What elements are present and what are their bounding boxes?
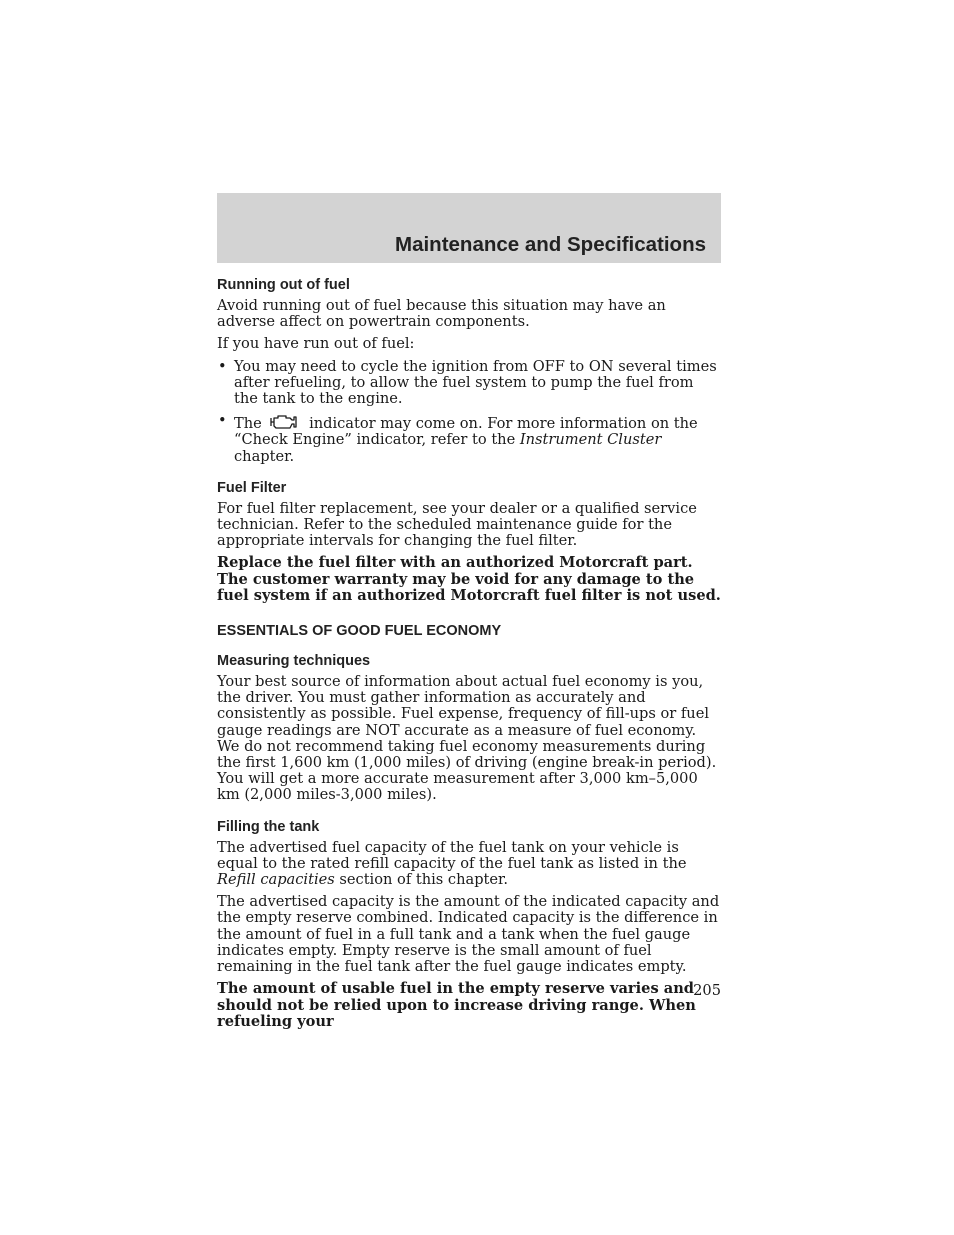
chapter-header-band [217, 193, 721, 263]
page-content [217, 276, 721, 1030]
paragraph-text-end: section of this chapter. [339, 871, 509, 889]
paragraph: Avoid running out of fuel because this situation may have an adverse affect on powertrain components. [217, 297, 666, 331]
list-item-text-middle: indicator may come on. For more information on the “Check Engine” indicator, refer to the [234, 415, 698, 449]
list-item [217, 413, 721, 465]
paragraph: The advertised capacity is the amount of the indicated capacity and the empty reserve combined. Indicated capacity is the difference in the amount of fuel in a full tank and a tank when the fuel gauge indicates empty. Empty reserve is the small amount of fuel remaining in the fuel tank after the fuel gauge indicates empty. [217, 893, 720, 976]
chapter-title: Maintenance and Specifications [395, 233, 706, 256]
list-item-text: You may need to cycle the ignition from OFF to ON several times after refueling, to allow the fuel system to pump the fuel from the tank to the engine. [234, 357, 717, 408]
bullet-marker: • [218, 357, 227, 375]
heading-running-out-of-fuel: Running out of fuel [217, 277, 350, 293]
paragraph-text-start: The advertised fuel capacity of the fuel tank on your vehicle is equal to the rated refill capacity of the fuel tank as listed in the [217, 838, 687, 872]
bullet-marker: • [218, 412, 227, 430]
heading-essentials-of-good-fuel-economy: ESSENTIALS OF GOOD FUEL ECONOMY [217, 623, 502, 640]
check-engine-icon [268, 413, 298, 431]
page-number: 205 [693, 982, 721, 999]
list-item [217, 359, 721, 408]
list-item-text-end: chapter. [234, 447, 295, 465]
paragraph: Your best source of information about actual fuel economy is you, the driver. You must gather information as accurately and consistently as possible. Fuel expense, frequency of fill-ups or fuel gauge readings are NOT accurate as a measure of fuel economy. We do not recommend taking fuel economy measurements during the first 1,600 km (1,000 miles) of driving (engine break-in period). You will get a more accurate measurement after 3,000 km–5,000 km (2,000 miles-3,000 miles). [217, 673, 717, 804]
heading-measuring-techniques: Measuring techniques [217, 653, 371, 670]
warning-text: The amount of usable fuel in the empty reserve varies and should not be relied upon to increase driving range. When refueling your [217, 980, 696, 1030]
list-item-text-start: The [234, 415, 262, 433]
bullet-list [217, 359, 721, 465]
heading-filling-the-tank: Filling the tank [217, 818, 320, 835]
paragraph [217, 840, 721, 889]
warning-text: Replace the fuel filter with an authorized Motorcraft part. The customer warranty may be void for any damage to the fuel system if an authorized Motorcraft fuel filter is not used. [217, 554, 721, 604]
cross-reference-instrument-cluster: Instrument Cluster [519, 431, 662, 449]
cross-reference-refill-capacities: Refill capacities [217, 871, 335, 889]
paragraph: If you have run out of fuel: [217, 335, 415, 353]
paragraph: For fuel filter replacement, see your dealer or a qualified service technician. Refer to the scheduled maintenance guide for the appropriate intervals for changing the fuel filter. [217, 499, 697, 550]
heading-fuel-filter: Fuel Filter [217, 479, 287, 496]
